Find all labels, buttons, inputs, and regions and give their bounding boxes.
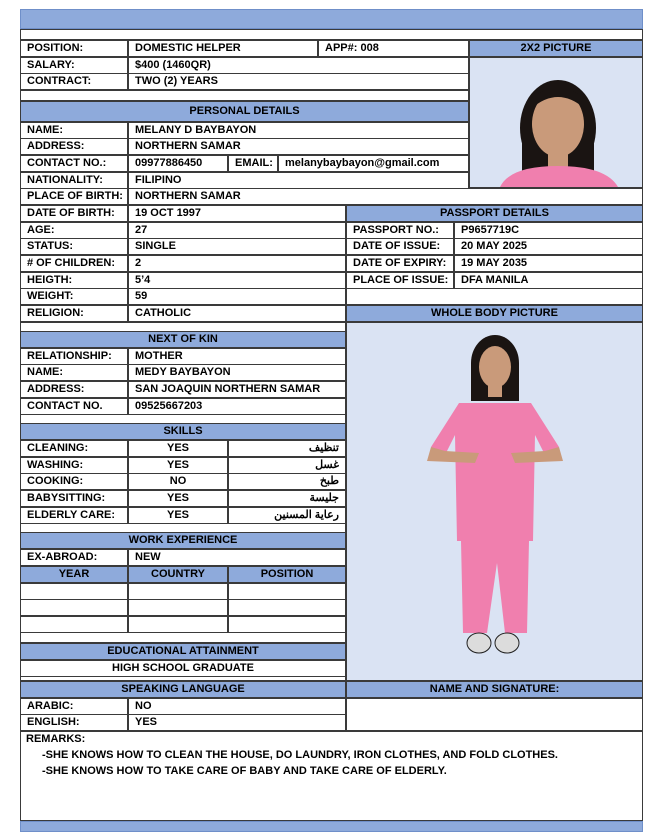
table-row xyxy=(228,616,346,633)
ex-abroad-value: NEW xyxy=(128,549,346,566)
passport-no-value: P9657719C xyxy=(454,222,643,239)
status-value: SINGLE xyxy=(128,238,346,255)
age-value: 27 xyxy=(128,222,346,239)
place-of-issue-label: PLACE OF ISSUE: xyxy=(346,272,454,289)
skill-value: YES xyxy=(128,507,228,524)
work-experience-header: WORK EXPERIENCE xyxy=(20,532,346,549)
skill-value: YES xyxy=(128,490,228,507)
dob-value: 19 OCT 1997 xyxy=(128,205,346,222)
skill-arabic: غسل xyxy=(228,457,346,474)
education-value: HIGH SCHOOL GRADUATE xyxy=(20,660,346,677)
table-row xyxy=(20,616,128,633)
children-label: # OF CHILDREN: xyxy=(20,255,128,272)
next-of-kin-header: NEXT OF KIN xyxy=(20,331,346,348)
nationality-label: NATIONALITY: xyxy=(20,172,128,189)
spacer-row-5 xyxy=(20,632,346,643)
signature-box xyxy=(346,698,643,731)
passport-spacer xyxy=(346,288,643,305)
kin-contact-label: CONTACT NO. xyxy=(20,398,128,415)
position-value: DOMESTIC HELPER xyxy=(128,40,318,57)
skill-arabic: تنظيف xyxy=(228,440,346,457)
arabic-label: ARABIC: xyxy=(20,698,128,715)
pob-label: PLACE OF BIRTH: xyxy=(20,188,128,205)
weight-label: WEIGHT: xyxy=(20,288,128,305)
skill-label: BABYSITTING: xyxy=(20,490,128,507)
speaking-language-header: SPEAKING LANGUAGE xyxy=(20,681,346,698)
picture-header: 2X2 PICTURE xyxy=(469,40,643,57)
position-label: POSITION: xyxy=(20,40,128,57)
whole-body-header: WHOLE BODY PICTURE xyxy=(346,305,643,322)
salary-value: $400 (1460QR) xyxy=(128,57,469,74)
issue-date-label: DATE OF ISSUE: xyxy=(346,238,454,255)
skills-header: SKILLS xyxy=(20,423,346,440)
email-label: EMAIL: xyxy=(228,155,278,172)
contract-value: TWO (2) YEARS xyxy=(128,73,469,90)
skill-arabic: طبخ xyxy=(228,473,346,490)
table-row xyxy=(128,599,228,616)
expiry-date-label: DATE OF EXPIRY: xyxy=(346,255,454,272)
kin-relationship-label: RELATIONSHIP: xyxy=(20,348,128,365)
passport-details-header: PASSPORT DETAILS xyxy=(346,205,643,222)
expiry-date-value: 19 MAY 2035 xyxy=(454,255,643,272)
remarks-line: -SHE KNOWS HOW TO TAKE CARE OF BABY AND TAKE CARE OF ELDERLY. xyxy=(42,765,447,777)
ex-abroad-label: EX-ABROAD: xyxy=(20,549,128,566)
address-value: NORTHERN SAMAR xyxy=(128,138,469,155)
religion-value: CATHOLIC xyxy=(128,305,346,322)
skill-value: YES xyxy=(128,440,228,457)
table-row xyxy=(128,583,228,600)
skill-label: WASHING: xyxy=(20,457,128,474)
bottom-banner xyxy=(20,821,643,832)
kin-name-value: MEDY BAYBAYON xyxy=(128,364,346,381)
skill-label: COOKING: xyxy=(20,473,128,490)
religion-label: RELIGION: xyxy=(20,305,128,322)
app-number: APP#: 008 xyxy=(318,40,469,57)
issue-date-value: 20 MAY 2025 xyxy=(454,238,643,255)
skill-label: CLEANING: xyxy=(20,440,128,457)
kin-address-value: SAN JOAQUIN NORTHERN SAMAR xyxy=(128,381,346,398)
table-row xyxy=(228,599,346,616)
salary-label: SALARY: xyxy=(20,57,128,74)
place-of-issue-value: DFA MANILA xyxy=(454,272,643,289)
skill-value: NO xyxy=(128,473,228,490)
age-label: AGE: xyxy=(20,222,128,239)
arabic-value: NO xyxy=(128,698,346,715)
name-label: NAME: xyxy=(20,122,128,139)
email-value: melanybaybayon@gmail.com xyxy=(278,155,469,172)
remarks-label: REMARKS: xyxy=(26,733,86,745)
name-value: MELANY D BAYBAYON xyxy=(128,122,469,139)
status-label: STATUS: xyxy=(20,238,128,255)
whole-body-figure-icon xyxy=(347,323,642,680)
table-row xyxy=(228,583,346,600)
height-label: HEIGTH: xyxy=(20,272,128,289)
children-value: 2 xyxy=(128,255,346,272)
portrait-photo xyxy=(469,57,643,188)
height-value: 5’4 xyxy=(128,272,346,289)
passport-no-label: PASSPORT NO.: xyxy=(346,222,454,239)
personal-details-header: PERSONAL DETAILS xyxy=(20,101,469,122)
table-row xyxy=(20,599,128,616)
col-country: COUNTRY xyxy=(128,566,228,583)
spacer-row xyxy=(20,90,469,101)
english-value: YES xyxy=(128,714,346,731)
contact-value: 09977886450 xyxy=(128,155,228,172)
portrait-figure-icon xyxy=(470,58,642,187)
kin-contact-value: 09525667203 xyxy=(128,398,346,415)
pob-value: NORTHERN SAMAR xyxy=(128,188,643,205)
weight-value: 59 xyxy=(128,288,346,305)
nationality-value: FILIPINO xyxy=(128,172,469,189)
skill-arabic: جليسة xyxy=(228,490,346,507)
signature-header: NAME AND SIGNATURE: xyxy=(346,681,643,698)
table-row xyxy=(128,616,228,633)
english-label: ENGLISH: xyxy=(20,714,128,731)
top-banner xyxy=(20,9,643,29)
table-row xyxy=(20,583,128,600)
contact-label: CONTACT NO.: xyxy=(20,155,128,172)
kin-relationship-value: MOTHER xyxy=(128,348,346,365)
skill-arabic: رعاية المسنين xyxy=(228,507,346,524)
contract-label: CONTRACT: xyxy=(20,73,128,90)
address-label: ADDRESS: xyxy=(20,138,128,155)
top-spacer xyxy=(20,29,643,40)
whole-body-photo xyxy=(346,322,643,681)
col-position: POSITION xyxy=(228,566,346,583)
skill-value: YES xyxy=(128,457,228,474)
skill-label: ELDERLY CARE: xyxy=(20,507,128,524)
remarks-line: -SHE KNOWS HOW TO CLEAN THE HOUSE, DO LAUNDRY, IRON CLOTHES, AND FOLD CLOTHES. xyxy=(42,749,558,761)
kin-address-label: ADDRESS: xyxy=(20,381,128,398)
col-year: YEAR xyxy=(20,566,128,583)
education-header: EDUCATIONAL ATTAINMENT xyxy=(20,643,346,660)
dob-label: DATE OF BIRTH: xyxy=(20,205,128,222)
kin-name-label: NAME: xyxy=(20,364,128,381)
